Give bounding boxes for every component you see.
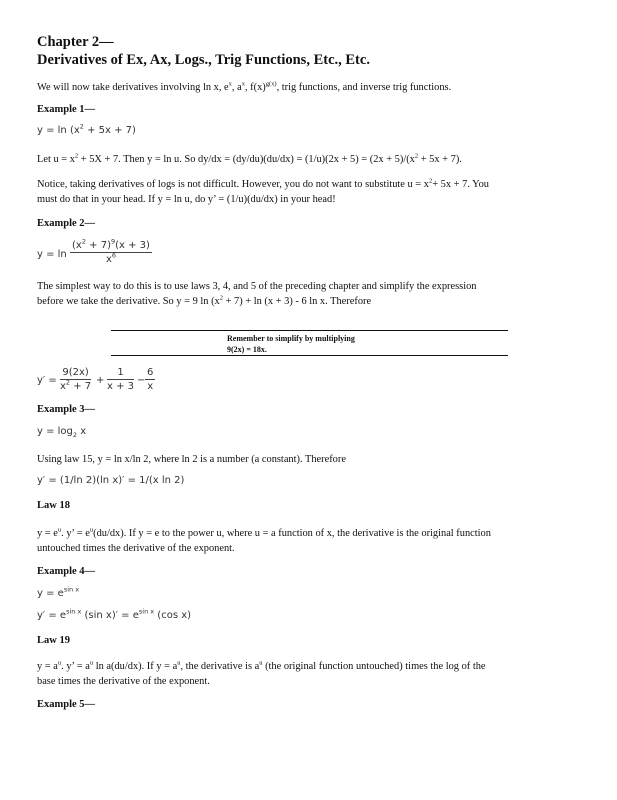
derivative-plus: + xyxy=(96,375,105,386)
note-bottom-rule xyxy=(111,355,508,356)
intro-paragraph: We will now take derivatives involving ln x, $e^x$, $a^x$, $f(x)^{g(x)}$, trig functions, and inverse trig functions. xyxy=(37,80,452,93)
example-2-para-line-1: The simplest way to do this is to use laws 3, 4, and 5 of the preceding chapter and simplify the expression xyxy=(37,281,477,292)
derivative-fraction-1-num: 9(2x) xyxy=(60,367,91,380)
derivative-fraction-2-num: 1 xyxy=(107,367,134,380)
law-19-line-1: $y = a^u$. y’ = $a^u$ ln a(du/dx). If $y = a^u$, the derivative is $a^u$ (the original function untouched) times the log of the xyxy=(37,659,486,672)
example-3-result: y′ = (1/ln 2)(ln x)′ = 1/(x ln 2) xyxy=(37,475,185,486)
law-19-label: Law 19 xyxy=(37,635,70,646)
example-4-expression: $y = e^{sin x}$ xyxy=(37,585,80,599)
derivative-fraction-1-den: $x^2 + 7$ xyxy=(60,378,92,392)
example-3-text: Using law 15, y = ln x/ln 2, where ln 2 is a number (a constant). Therefore xyxy=(37,454,346,465)
example-2-fraction xyxy=(70,237,152,265)
example-1-work: Let $u = x^2 + 5X + 7$. Then y = ln u. So $dy/dx = (dy/du)(du/dx) = (1/u)(2x + 5) = (2x + 5)/(x^2 + 5x + 7)$. xyxy=(37,152,462,165)
simplify-note xyxy=(227,333,355,355)
derivative-fraction-1 xyxy=(60,367,91,392)
example-3-label: Example 3— xyxy=(37,404,96,415)
simplify-note-line-1: Remember to simplify by multiplying xyxy=(227,334,355,343)
example-4-derivative: $y' = e^{sin x}$ (sin $x)' = e^{sin x}$ (cos x) xyxy=(37,607,192,621)
example-1-expression: $y = \ln (x^2 + 5x + 7)$ xyxy=(37,122,136,136)
example-2-denominator: $x^6$ xyxy=(105,251,116,265)
derivative-lhs: y′ = xyxy=(37,375,57,386)
example-4-label: Example 4— xyxy=(37,566,96,577)
derivative-minus: − xyxy=(137,375,146,386)
derivative-fraction-3-num: 6 xyxy=(147,367,154,378)
example-5-label: Example 5— xyxy=(37,699,96,710)
example-2-label: Example 2— xyxy=(37,218,96,229)
note-top-rule xyxy=(111,330,508,331)
example-2-para-line-2: before we take the derivative. So y = 9 $\ln (x^2 + 7) + \ln (x + 3) - 6$ ln x. Therefore xyxy=(37,294,372,307)
simplify-note-line-2: 9(2x) = 18x. xyxy=(227,345,267,354)
derivative-fraction-3 xyxy=(145,367,155,392)
example-2-numerator: $(x^2 + 7)^9(x + 3)$ xyxy=(72,237,150,251)
law-18-line-1: $y = e^u$. y’ = $e^u(du/dx)$. If y = e to the power u, where u = a function of x, the derivative is the original function xyxy=(37,526,491,539)
derivative-fraction-3-den: x xyxy=(147,381,154,392)
chapter-heading: Chapter 2— xyxy=(37,34,114,50)
law-18-label: Law 18 xyxy=(37,500,70,511)
example-3-expression: $y = \log_2 x$ xyxy=(37,426,87,439)
chapter-title: Derivatives of Ex, Ax, Logs., Trig Functions, Etc., Etc. xyxy=(37,52,370,68)
law-18-line-2: untouched times the derivative of the exponent. xyxy=(37,543,235,554)
derivative-fraction-2 xyxy=(107,367,134,392)
law-19-line-2: base times the derivative of the exponent. xyxy=(37,676,210,687)
example-1-label: Example 1— xyxy=(37,104,96,115)
example-1-notice-line-1: Notice, taking derivatives of logs is not difficult. However, you do not want to substitute $u = x^2+ 5x + 7$. You xyxy=(37,177,489,190)
derivative-fraction-2-den: x + 3 xyxy=(107,381,135,392)
example-2-lhs: y = ln xyxy=(37,249,67,260)
example-1-notice-line-2: must do that in your head. If y = ln u, do y’ = (1/u)(du/dx) in your head! xyxy=(37,194,336,205)
